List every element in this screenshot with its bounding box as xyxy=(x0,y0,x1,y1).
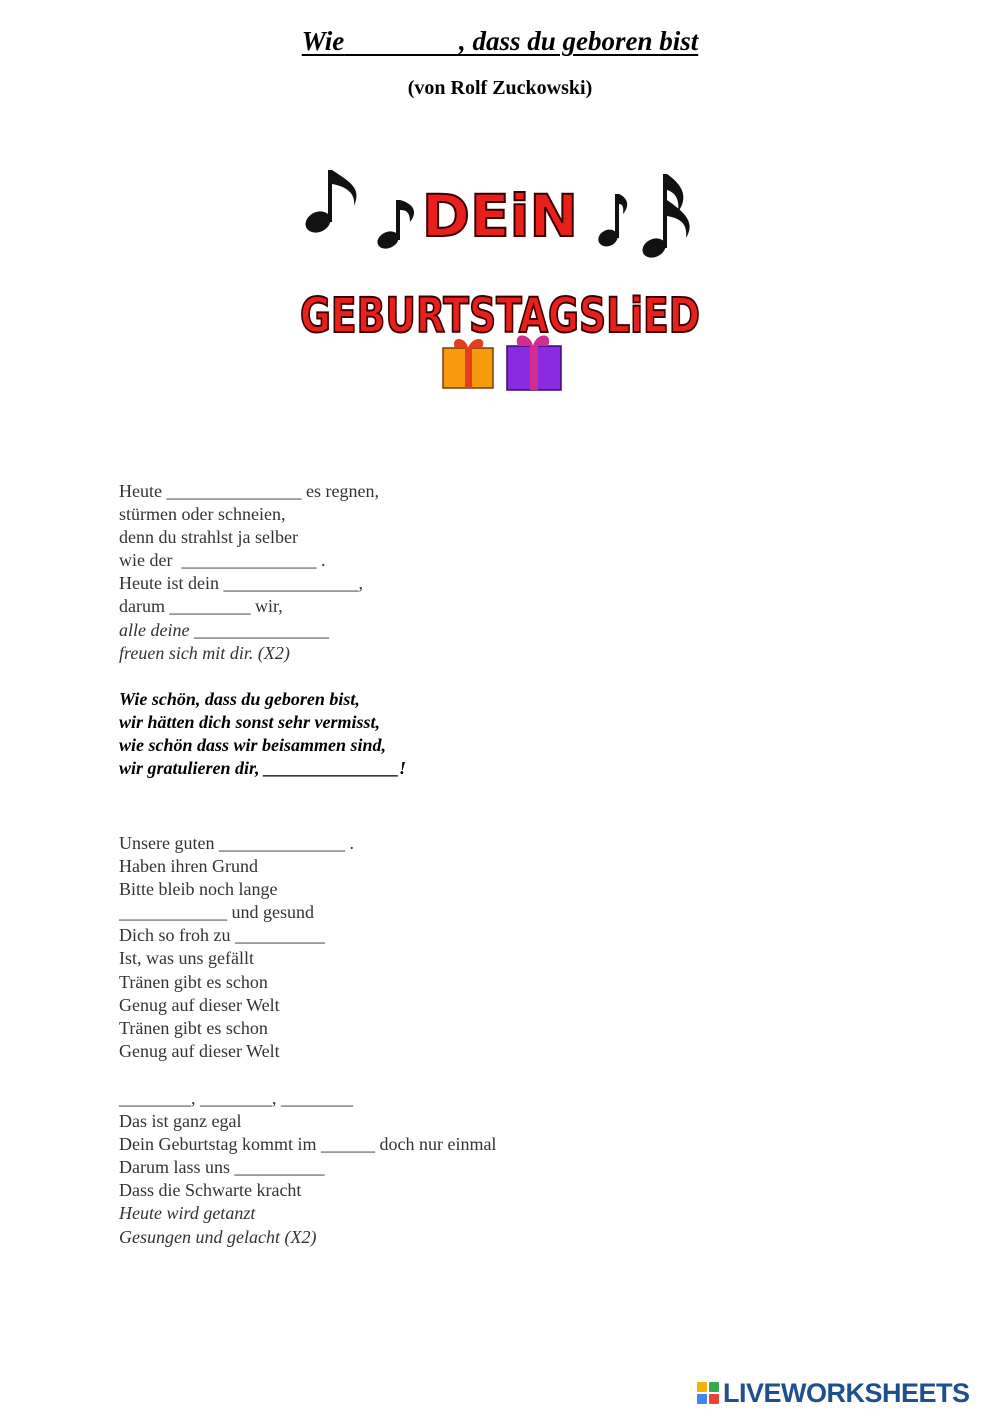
lyric-line: Ist, was uns gefällt xyxy=(119,948,254,969)
lyric-line: Tränen gibt es schon xyxy=(119,1017,268,1038)
page-title xyxy=(0,22,1000,60)
lyric-line: alle deine _______________ xyxy=(119,619,329,640)
lyric-line: Haben ihren Grund xyxy=(119,856,258,877)
lyric-line: Dein Geburtstag kommt im ______ doch nur einmal xyxy=(119,1134,497,1155)
music-note-icon xyxy=(302,170,357,237)
lyric-line: Dass die Schwarte kracht xyxy=(119,1180,302,1201)
lyric-line: Darum lass uns __________ xyxy=(119,1157,325,1178)
chorus-line: Wie schön, dass du geboren bist, xyxy=(119,689,360,709)
lyric-line: Unsere guten ______________ . xyxy=(119,833,354,853)
lyric-line: darum _________ wir, xyxy=(119,596,283,617)
stanza-2 xyxy=(119,832,354,1063)
lyric-line: Gesungen und gelacht (X2) xyxy=(119,1226,317,1247)
lyric-line: Heute ist dein _______________, xyxy=(119,573,363,594)
lyric-line: Bitte bleib noch lange xyxy=(119,879,278,900)
lyric-line: denn du strahlst ja selber xyxy=(119,527,298,548)
lyric-line: Das ist ganz egal xyxy=(119,1111,242,1132)
liveworksheets-brand: LIVEWORKSHEETS xyxy=(723,1377,970,1408)
lyric-line: ____________ und gesund xyxy=(119,902,314,923)
lyric-line: freuen sich mit dir. (X2) xyxy=(119,642,290,663)
logo-word-2: GEBURTSTAGSLiED xyxy=(300,288,700,344)
chorus-line: wie schön dass wir beisammen sind, xyxy=(119,735,387,756)
title-blank xyxy=(344,26,459,56)
chorus-line: wir gratulieren dir, _______________! xyxy=(119,758,407,779)
chorus xyxy=(119,688,406,780)
gift-icon xyxy=(443,339,493,388)
lyric-line: Genug auf dieser Welt xyxy=(119,1040,280,1061)
lyric-line: Tränen gibt es schon xyxy=(119,971,268,992)
title-end: , dass du geboren bist xyxy=(458,26,699,56)
music-note-icon xyxy=(375,200,414,252)
music-note-icon xyxy=(596,194,628,249)
chorus-line: wir hätten dich sonst sehr vermisst, xyxy=(119,712,381,733)
music-note-icon xyxy=(639,174,689,261)
lyric-line: stürmen oder schneien, xyxy=(119,504,286,525)
subtitle: (von Rolf Zuckowski) xyxy=(407,77,593,99)
birthday-song-logo xyxy=(290,160,710,405)
stanza-3 xyxy=(119,1087,496,1249)
lyric-line: Dich so froh zu __________ xyxy=(119,925,325,946)
stanza-1 xyxy=(119,480,379,665)
title-start: Wie xyxy=(301,26,345,56)
liveworksheets-blocks-icon xyxy=(697,1382,719,1404)
lyric-line: wie der _______________ . xyxy=(119,550,326,571)
liveworksheets-logo xyxy=(697,1378,970,1408)
lyric-line: Heute _______________ es regnen, xyxy=(119,481,379,501)
lyric-line: ________, ________, ________ xyxy=(119,1088,353,1108)
lyric-line: Genug auf dieser Welt xyxy=(119,994,280,1015)
lyric-line: Heute wird getanzt xyxy=(119,1203,256,1224)
logo-word-1: DEiN xyxy=(421,182,579,250)
